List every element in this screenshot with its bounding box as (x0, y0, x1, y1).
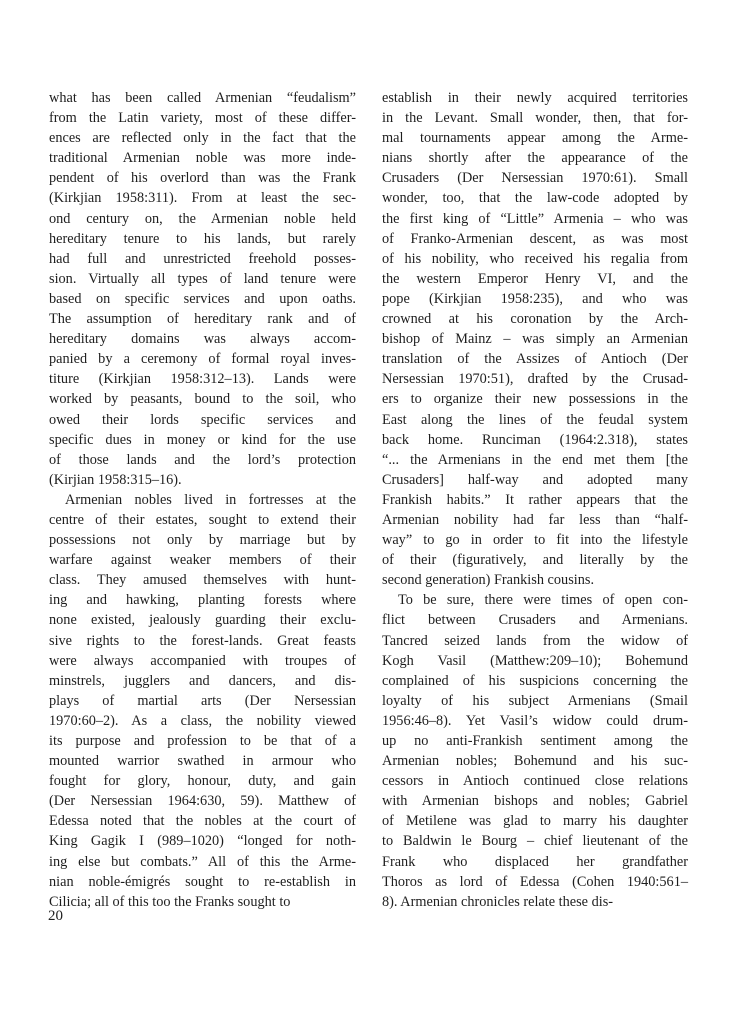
text-line: The assumption of hereditary rank and of (49, 311, 356, 328)
paragraph (382, 590, 688, 912)
text-line: were always accompanied with troupes of (49, 652, 356, 669)
text-line: what has been called Armenian “feudalism” (49, 90, 356, 106)
text-line: establish in their newly acquired territories (382, 90, 688, 106)
text-line: its purpose and profession to be that of a (49, 733, 356, 749)
text-line: worked by peasants, bound to the soil, who (49, 391, 356, 408)
text-line: sion. Virtually all types of land tenure were (49, 270, 356, 287)
text-line: of their (figuratively, and literally by the (382, 552, 688, 569)
text-line: 1956:46–8). Yet Vasil’s widow could drum- (382, 712, 688, 729)
text-line: cessors in Antioch continued close relations (382, 773, 688, 790)
text-line: sive rights to the forest-lands. Great feasts (49, 632, 356, 649)
text-line: translation of the Assizes of Antioch (Der (382, 351, 688, 368)
text-line: Frankish habits.” It rather appears that the (382, 491, 688, 508)
text-line: up no anti-Frankish sentiment among the (382, 733, 688, 749)
text-line: (Der Nersessian 1964:630, 59). Matthew of (49, 793, 356, 810)
text-line: pope (Kirkjian 1958:235), and who was (382, 290, 688, 307)
text-line: fought for glory, honour, duty, and gain (49, 773, 356, 790)
text-line: to Baldwin le Bourg – chief lieutenant of the (382, 833, 688, 850)
text-line: hereditary domains was always accom- (49, 331, 356, 348)
text-line: Armenian nobles; Bohemund and his suc- (382, 753, 688, 770)
text-line: from the Latin variety, most of these differ- (49, 110, 356, 127)
text-line: complained of his suspicions concerning the (382, 672, 688, 689)
text-line: Crusaders] half-way and adopted many (382, 471, 688, 488)
text-line: specific dues in money or kind for the use (49, 431, 356, 448)
text-line: nian noble-émigrés sought to re-establish in (49, 873, 356, 890)
text-line: owed their lords specific services and (49, 411, 356, 428)
text-line: Tancred seized lands from the widow of (382, 632, 688, 649)
text-line: second generation) Frankish cousins. (382, 572, 595, 589)
text-line: 8). Armenian chronicles relate these dis- (382, 893, 614, 910)
text-line: of his nobility, who received his regalia from (382, 250, 688, 267)
text-line: Cilicia; all of this too the Franks sought to (49, 893, 291, 910)
paragraph (49, 490, 356, 912)
text-line: minstrels, jugglers and dancers, and dis- (49, 672, 356, 689)
text-line: traditional Armenian noble was more inde- (49, 150, 356, 167)
text-line: possessions not only by marriage but by (49, 532, 356, 549)
text-line: Kogh Vasil (Matthew:209–10); Bohemund (382, 652, 688, 669)
text-line: 1970:60–2). As a class, the nobility viewed (49, 712, 356, 729)
paragraph (382, 88, 688, 590)
text-line: (Kirjian 1958:315–16). (49, 471, 182, 488)
text-line: crowned at his coronation by the Arch- (382, 311, 688, 328)
text-line: hereditary tenure to his lands, but rarely (49, 230, 356, 247)
text-line: Armenian nobles lived in fortresses at the (65, 491, 356, 508)
text-line: Crusaders (Der Nersessian 1970:61). Small (382, 170, 688, 187)
text-line: class. They amused themselves with hunt- (49, 572, 356, 589)
text-line: Thoros as lord of Edessa (Cohen 1940:561– (382, 873, 688, 890)
text-line: centre of their estates, sought to extend their (49, 511, 356, 528)
text-line: nians shortly after the appearance of the (382, 150, 688, 167)
text-line: Edessa noted that the nobles at the court of (49, 813, 356, 830)
text-line: had full and unrestricted freehold posses- (49, 250, 356, 267)
text-line: ing else but combats.” All of this the Arme- (49, 853, 356, 870)
text-line: mal tournaments appear among the Arme- (382, 130, 688, 147)
text-line: To be sure, there were times of open con- (398, 592, 688, 609)
text-line: with Armenian bishops and nobles; Gabriel (382, 793, 688, 810)
text-line: (Kirkjian 1958:311). From at least the sec- (49, 190, 356, 207)
text-line: mounted warrior swathed in armour who (49, 753, 356, 770)
text-line: of Metilene was glad to marry his daughter (382, 813, 688, 830)
text-line: the first king of “Little” Armenia – who was (382, 210, 688, 227)
text-line: ing and hawking, planting forests where (49, 592, 356, 609)
text-line: loyalty of his subject Armenians (Smail (382, 692, 688, 709)
text-line: way” to go in order to fit into the lifestyle (382, 532, 688, 549)
right-column (382, 88, 688, 912)
text-line: panied by a ceremony of formal royal inves- (49, 351, 356, 368)
text-line: none existed, jealously guarding their exclu- (49, 612, 356, 629)
text-line: wonder, too, that the law-code adopted by (382, 190, 688, 207)
text-line: of Franko-Armenian descent, as was most (382, 230, 688, 247)
paragraph (49, 88, 356, 490)
text-line: based on specific services and upon oaths. (49, 290, 356, 307)
text-line: ences are reflected only in the fact that the (49, 130, 356, 147)
text-line: pendent of his overlord than was the Frank (49, 170, 356, 187)
text-line: ond century on, the Armenian noble held (49, 210, 356, 227)
text-line: Nersessian 1970:51), drafted by the Crusad- (382, 371, 688, 388)
text-line: East along the lines of the feudal system (382, 411, 688, 428)
left-column (49, 88, 356, 912)
text-line: ers to organize their new possessions in the (382, 391, 688, 408)
text-line: titure (Kirkjian 1958:312–13). Lands were (49, 371, 356, 388)
text-line: back home. Runciman (1964:2.318), states (382, 431, 688, 448)
text-line: King Gagik I (989–1020) “longed for noth- (49, 833, 356, 850)
page-number: 20 (48, 908, 63, 924)
text-line: warfare against weaker members of their (49, 552, 356, 569)
text-line: of those lands and the lord’s protection (49, 451, 356, 468)
text-line: in the Levant. Small wonder, then, that for- (382, 110, 688, 127)
text-line: flict between Crusaders and Armenians. (382, 612, 688, 629)
text-line: Armenian nobility had far less than “half- (382, 511, 688, 528)
text-line: bishop of Mainz – was simply an Armenian (382, 331, 688, 348)
text-line: plays of martial arts (Der Nersessian (49, 692, 356, 709)
text-line: Frank who displaced her grandfather (382, 853, 688, 870)
text-line: “... the Armenians in the end met them [the (382, 451, 688, 468)
text-line: the western Emperor Henry VI, and the (382, 270, 688, 287)
